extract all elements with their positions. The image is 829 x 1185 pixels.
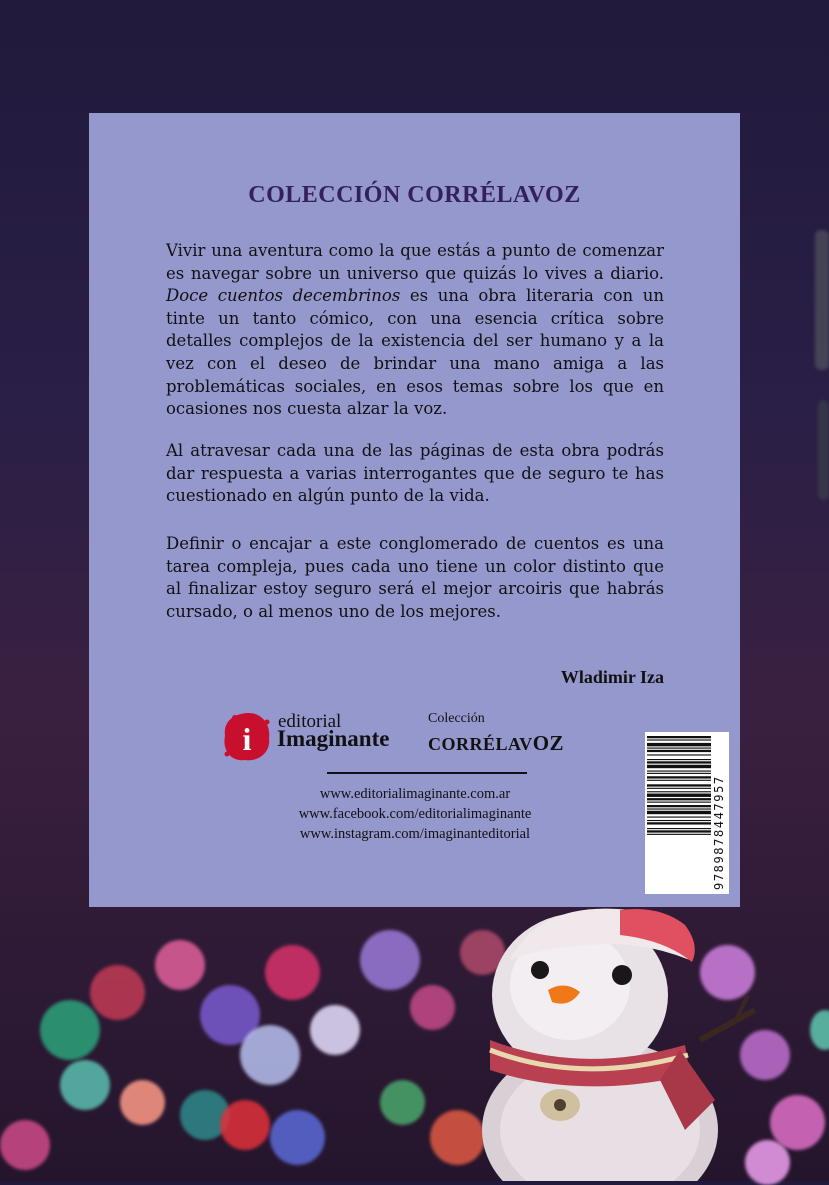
logo-letter: i [242, 721, 252, 757]
barcode-bar [647, 754, 711, 755]
barcode-bar [647, 761, 711, 763]
barcode-bar [647, 736, 711, 738]
red-i-splash-logo-icon [221, 710, 273, 764]
barcode-bar [647, 759, 711, 760]
collection-label-big [428, 731, 564, 756]
barcode-bar [647, 776, 711, 778]
synopsis-paragraph-1 [166, 240, 664, 421]
barcode-bar [647, 743, 711, 746]
barcode-bar [647, 805, 711, 807]
barcode-bar [647, 822, 711, 824]
synopsis-text: Vivir una aventura como la que estás a punto de comenzar es navegar sobre un universo que quizás lo vives a diario. [166, 241, 664, 283]
barcode-bar [647, 808, 711, 809]
barcode-bar [647, 791, 711, 792]
barcode-bar [647, 817, 711, 818]
snowman-illustration [470, 900, 770, 1181]
collection-label-small: Colección [428, 711, 485, 726]
synopsis-text: es una obra literaria con un tinte un tanto cómico, con una esencia crítica sobre detalles complejos de la existencia del ser humano y a la vez con el deseo de brindar una mano amiga a las problemáticas sociales, en esos temas sobre los que en ocasiones nos cuesta alzar la voz. [166, 286, 664, 419]
barcode-bar [647, 748, 711, 749]
synopsis-paragraph-3: Definir o encajar a este conglomerado de cuentos es una tarea compleja, pues cada uno tiene un color distinto que al finalizar estoy seguro será el mejor arcoiris que habrás cursado, o al menos uno de los mejores. [166, 534, 664, 621]
facebook-link: www.facebook.com/editorialimaginante [298, 806, 532, 822]
barcode-bar [647, 780, 711, 781]
barcode-bar [647, 830, 711, 832]
barcode-bar [647, 820, 711, 821]
barcode-bar [647, 794, 711, 797]
synopsis-paragraph-2: Al atravesar cada una de las páginas de esta obra podrás dar respuesta a varias interrogantes que de seguro te has cuestionado en algún punto de la vida. [166, 441, 664, 506]
barcode-bar [647, 739, 711, 740]
publisher-label-big: Imaginante [277, 726, 390, 751]
barcode-bar [647, 765, 711, 768]
barcode-bar [647, 750, 711, 752]
barcode-bar [647, 834, 711, 835]
barcode-bar [647, 802, 711, 803]
publisher-label-small: editorial [278, 711, 342, 732]
collection-title: COLECCIÓN CORRÉLAVOZ [248, 182, 581, 208]
isbn-number: 9789878447957 [712, 775, 726, 890]
divider-rule [327, 772, 527, 774]
barcode-bar [647, 798, 711, 800]
book-title-italic: Doce cuentos decembrinos [166, 286, 401, 306]
website-link: www.editorialimaginante.com.ar [319, 786, 511, 802]
barcode-bar [647, 784, 711, 786]
collection-name-suffix: OZ [532, 731, 565, 755]
barcode-bar [647, 811, 711, 814]
barcode-bar [647, 788, 711, 789]
barcode-bar [647, 828, 711, 829]
author-signature: Wladimir Iza [560, 667, 664, 687]
barcode-bar [647, 771, 711, 772]
barcode-bar [647, 773, 711, 774]
collection-name: CORRÉLAV [428, 734, 533, 754]
instagram-link: www.instagram.com/imaginanteditorial [299, 826, 531, 842]
